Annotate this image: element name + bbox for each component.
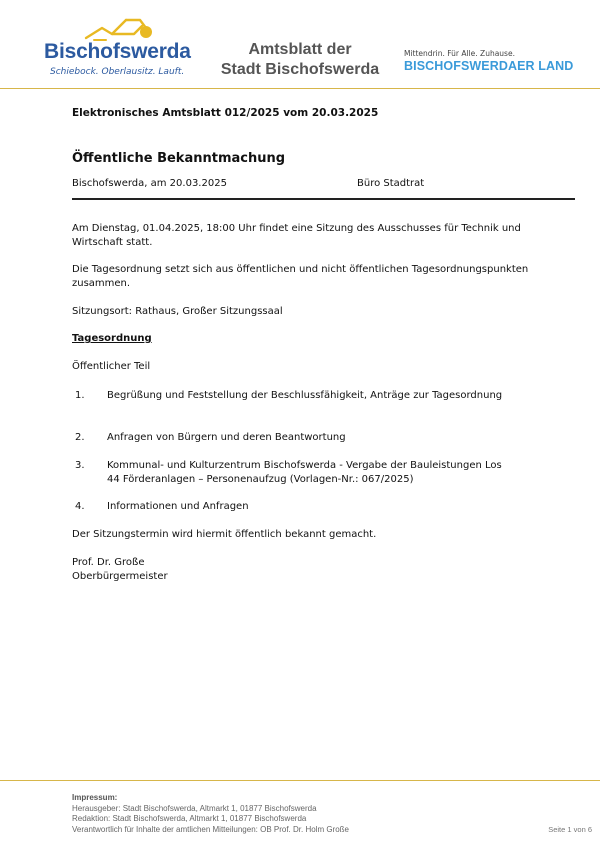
region-brand [404, 49, 579, 73]
logo-tagline: Schiebock. Oberlausitz. Lauft. [50, 67, 185, 77]
city-logo [42, 16, 191, 78]
brand-slogan: Mittendrin. Für Alle. Zuhause. [404, 49, 515, 58]
responsible-line: Verantwortlich für Inhalte der amtlichen Mitteilungen: OB Prof. Dr. Holm Große [72, 824, 350, 834]
agenda-item-text: Kommunal- und Kulturzentrum Bischofswerda - Vergabe der Bauleistungen Los 44 Förderanlagen – Personenaufzug (Vorlagen-Nr.: 067/2025) [107, 460, 502, 485]
publisher-line: Herausgeber: Stadt Bischofswerda, Altmarkt 1, 01877 Bischofswerda [72, 803, 317, 813]
footer-impressum [72, 793, 592, 835]
logo-wordmark: Bischofswerda [44, 40, 191, 63]
footer-divider [0, 780, 600, 781]
agenda-item-number: 4. [75, 501, 85, 512]
public-part-label: Öffentlicher Teil [72, 361, 151, 372]
masthead-line-1: Amtsblatt der [248, 41, 352, 58]
agenda-item-text: Begrüßung und Feststellung der Beschlussfähigkeit, Anträge zur Tagesordnung [107, 390, 503, 401]
agenda-item-text: Informationen und Anfragen [107, 501, 249, 512]
brand-name: BISCHOFSWERDAER LAND [404, 59, 574, 73]
document-header [0, 0, 600, 88]
agenda-heading: Tagesordnung [72, 333, 152, 344]
signature-name: Prof. Dr. Große [72, 557, 145, 568]
place-date: Bischofswerda, am 20.03.2025 [72, 178, 227, 189]
page-number: Seite 1 von 6 [548, 824, 592, 834]
agenda-item-text: Anfragen von Bürgern und deren Beantwortung [107, 432, 346, 443]
paragraph-meeting: Am Dienstag, 01.04.2025, 18:00 Uhr findet eine Sitzung des Ausschusses für Technik und Wirtschaft statt. [72, 223, 521, 248]
masthead-line-2: Stadt Bischofswerda [220, 61, 380, 78]
office-label: Büro Stadtrat [357, 178, 425, 189]
editorial-line: Redaktion: Stadt Bischofswerda, Altmarkt 1, 01877 Bischofswerda [72, 814, 307, 823]
paragraph-agenda-info: Die Tagesordnung setzt sich aus öffentlichen und nicht öffentlichen Tagesordnungspunkten zusammen. [72, 264, 529, 289]
masthead-title [205, 40, 395, 80]
announcement-title: Öffentliche Bekanntmachung [72, 151, 286, 166]
title-divider [72, 198, 575, 200]
impressum-label: Impressum: [72, 793, 118, 802]
header-divider [0, 88, 600, 89]
agenda-item-number: 2. [75, 432, 85, 443]
closing-statement: Der Sitzungstermin wird hiermit öffentlich bekannt gemacht. [72, 529, 377, 540]
agenda-item-number: 1. [75, 390, 85, 401]
paragraph-location: Sitzungsort: Rathaus, Großer Sitzungssaal [72, 306, 283, 317]
signature-title: Oberbürgermeister [72, 571, 168, 582]
issue-line: Elektronisches Amtsblatt 012/2025 vom 20.03.2025 [72, 107, 379, 119]
agenda-item-number: 3. [75, 460, 85, 471]
